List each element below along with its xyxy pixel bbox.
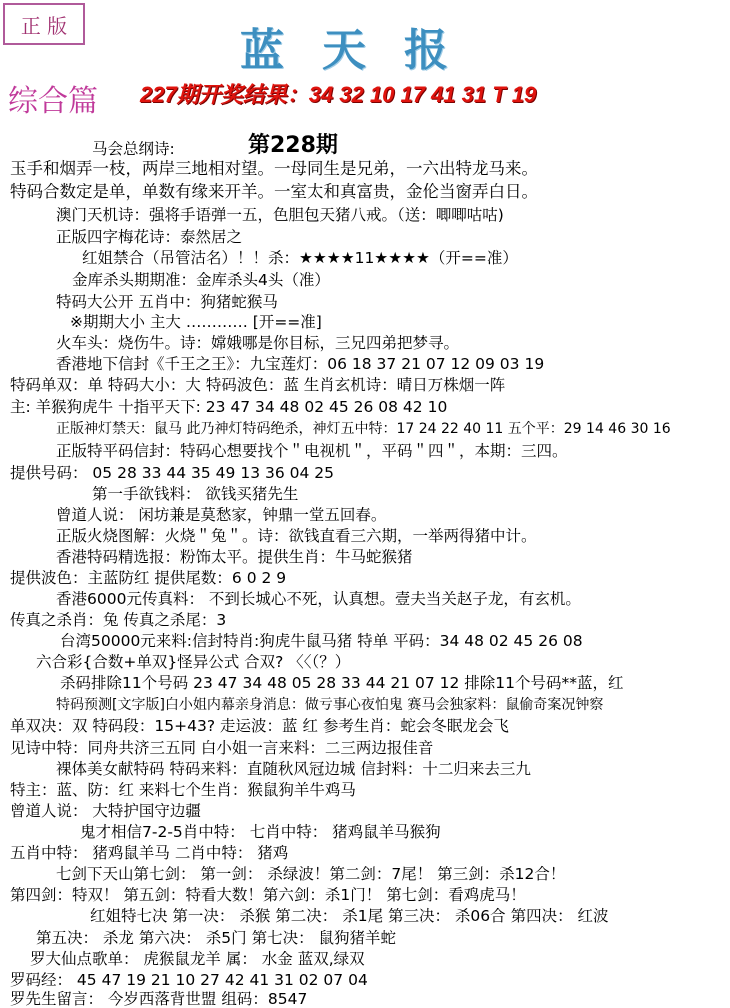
text-line: 第五决： 杀龙 第六决： 杀5门 第七决： 鼠狗猪羊蛇 <box>36 929 396 947</box>
text-line: 正版四字梅花诗：泰然居之 <box>56 228 243 246</box>
text-line: 正版神灯禁天：鼠马 此乃神灯特码绝杀，神灯五中特：17 24 22 40 11 五个平：29 14 46 30 16 <box>56 421 671 437</box>
text-line: 特码大公开 五肖中：狗猪蛇猴马 <box>56 293 278 311</box>
text-line: 罗码经： 45 47 19 21 10 27 42 41 31 02 07 04 <box>10 971 368 989</box>
text-line: 澳门天机诗：强将手语弹一五，色胆包天猪八戒。（送：唧唧咕咕) <box>56 206 504 224</box>
text-line: 罗先生留言： 今岁西落背世盟 组码：8547 <box>10 990 308 1008</box>
text-line: 特主：蓝、防：红 来料七个生肖：猴鼠狗羊牛鸡马 <box>10 781 356 799</box>
text-line: 曾道人说： 大特护国守边疆 <box>10 802 201 820</box>
text-line: 台湾50000元来料:信封特肖:狗虎牛鼠马猪 特单 平码：34 48 02 45 26 08 <box>60 632 583 650</box>
text-line: 七剑下天山第七剑： 第一剑： 杀绿波！第二剑：7尾！ 第三剑：杀12合！ <box>56 865 566 883</box>
text-line: 第四剑：特双！ 第五剑：特看大数！第六剑：杀1门！ 第七剑：看鸡虎马！ <box>10 886 526 904</box>
newspaper-title: 蓝天报 <box>240 25 486 76</box>
text-line: 香港地下信封《千王之王》：九宝莲灯：06 18 37 21 07 12 09 03 19 <box>56 355 545 373</box>
text-line: 五肖中特： 猪鸡鼠羊马 二肖中特： 猪鸡 <box>10 844 289 862</box>
text-line: 六合彩{合数+单双}怪异公式 合双? 〈〈（？） <box>36 653 351 671</box>
text-line: 提供号码： 05 28 33 44 35 49 13 36 04 25 <box>10 464 335 482</box>
text-line: 提供波色：主蓝防红 提供尾数：6 0 2 9 <box>10 569 287 587</box>
text-line: 香港6000元传真料： 不到长城心不死，认真想。壹夫当关赵子龙，有玄机。 <box>56 590 581 608</box>
text-line: 传真之杀肖：兔 传真之杀尾：3 <box>10 611 227 629</box>
text-line: 曾道人说： 闲坊兼是莫愁家，钟鼎一堂五回春。 <box>56 506 387 524</box>
text-line: 火车头：烧伤牛。诗：嫦娥哪是你目标，三兄四弟把梦寻。 <box>56 334 460 352</box>
section-title: 综合篇 <box>8 84 98 119</box>
text-line: 罗大仙点歌单： 虎猴鼠龙羊 属： 水金 蓝双,绿双 <box>30 950 365 968</box>
text-line: 红姐禁合（吊管沽名）！！杀：★★★★11★★★★（开==准） <box>82 249 518 267</box>
text-line: 正版火烧图解：火烧＂兔＂。诗：欲钱直看三六期，一举两得猪中计。 <box>56 527 537 545</box>
text-line: 特码合数定是单，单数有缘来开羊。一室太和真富贵，金伦当窗弄白日。 <box>10 182 538 201</box>
text-line: 第一手欲钱料： 欲钱买猪先生 <box>92 485 299 503</box>
text-line: 鬼才相信7-2-5肖中特： 七肖中特： 猪鸡鼠羊马猴狗 <box>80 823 441 841</box>
text-line: 香港特码精选报：粉饰太平。提供生肖：牛马蛇猴猪 <box>56 548 413 566</box>
text-line: 红姐特七决 第一决： 杀猴 第二决： 杀1尾 第三决： 杀06合 第四决： 红波 <box>90 907 609 925</box>
text-line: ※期期大小 主大 ………… [开==准] <box>70 313 322 331</box>
text-line: 主: 羊猴狗虎牛 十指平天下: 23 47 34 48 02 45 26 08 42 10 <box>10 398 448 416</box>
genuine-stamp: 正 版 <box>3 3 85 45</box>
text-line: 单双决：双 特码段：15+43? 走运波：蓝 红 参考生肖：蛇会冬眠龙会飞 <box>10 717 509 735</box>
text-line: 特码预测[文字版]白小姐内幕亲身消息：做亏事心夜怕鬼 赛马会独家料：鼠偷奇案况钟察 <box>56 697 604 713</box>
text-line: 正版特平码信封：特码心想要找个＂电视机＂，平码＂四＂，本期：三四。 <box>56 442 568 460</box>
text-line: 马会总纲诗: <box>92 140 175 158</box>
text-line: 杀码排除11个号码 23 47 34 48 05 28 33 44 21 07 12 排除11个号码**蓝，红 <box>60 674 624 692</box>
text-line: 特码单双：单 特码大小：大 特码波色：蓝 生肖玄机诗：晴日万株烟一阵 <box>10 376 506 394</box>
text-line: 裸体美女献特码 特码来料：直随秋风冠边城 信封料：十二归来去三九 <box>56 760 531 778</box>
previous-draw-result: 227期开奖结果：34 32 10 17 41 31 T 19 <box>140 82 537 107</box>
text-line: 见诗中特：同舟共济三五同 白小姐一言来料：二三两边报佳音 <box>10 739 434 757</box>
text-line: 金库杀头期期准：金库杀头4头（准） <box>72 271 330 289</box>
text-line: 玉手和烟弄一枝，两岸三地相对望。一母同生是兄弟，一六出特龙马来。 <box>10 159 538 178</box>
issue-number: 第228期 <box>248 133 338 158</box>
